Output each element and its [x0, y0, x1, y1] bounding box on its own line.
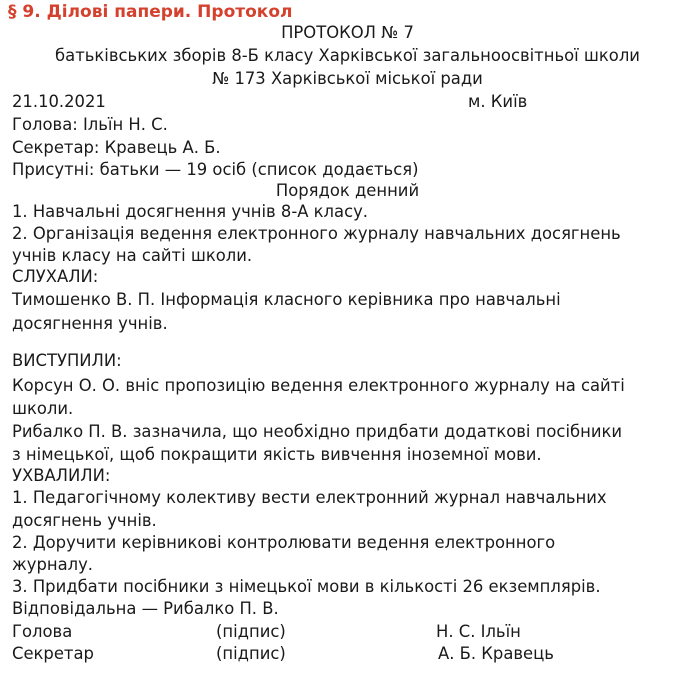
protocol-title: ПРОТОКОЛ № 7: [281, 23, 414, 42]
signature-role-chair: Голова: [12, 622, 73, 641]
present-line: Присутні: батьки — 19 осіб (список додається): [12, 160, 419, 179]
decided-text: 3. Придбати посібники з німецької мови в кількості 26 екземплярів.: [12, 577, 601, 596]
heard-text: Тимошенко В. П. Інформація класного керівника про навчальні: [12, 290, 561, 309]
signature-role-secretary: Секретар: [12, 644, 94, 663]
decided-text: Відповідальна — Рибалко П. В.: [12, 599, 279, 618]
heard-text: досягнення учнів.: [12, 314, 168, 333]
chair-line: Голова: Ільїн Н. С.: [12, 115, 168, 134]
spoke-text: школи.: [12, 399, 74, 418]
protocol-date: 21.10.2021: [12, 92, 106, 111]
signature-name-secretary: А. Б. Кравець: [438, 644, 554, 663]
signature-placeholder-secretary: (підпис): [216, 644, 286, 663]
secretary-line: Секретар: Кравець А. Б.: [12, 138, 221, 157]
spoke-text: Рибалко П. В. зазначила, що необхідно придбати додаткові посібники: [12, 422, 623, 441]
decided-text: досягнень учнів.: [12, 511, 157, 530]
decided-text: журналу.: [12, 555, 94, 574]
decided-text: 1. Педагогічному колективу вести електронний журнал навчальних: [12, 488, 607, 507]
agenda-item: учнів класу на сайті школи.: [12, 246, 253, 265]
protocol-subtitle-line-2: № 173 Харківської міської ради: [212, 69, 483, 88]
decided-text: 2. Доручити керівникові контролювати ведення електронного: [12, 533, 556, 552]
spoke-text: з німецької, щоб покращити якість вивчення іноземної мови.: [12, 445, 542, 464]
section-heading: § 9. Ділові папери. Протокол: [8, 2, 293, 22]
decided-title: УХВАЛИЛИ:: [12, 466, 111, 485]
spoke-text: Корсун О. О. вніс пропозицію ведення електронного журналу на сайті: [12, 376, 625, 395]
agenda-title: Порядок денний: [275, 181, 420, 200]
spoke-title: ВИСТУПИЛИ:: [12, 351, 122, 370]
agenda-item: 2. Організація ведення електронного журналу навчальних досягнень: [12, 224, 621, 243]
protocol-city: м. Київ: [468, 92, 528, 111]
heard-title: СЛУХАЛИ:: [12, 267, 99, 286]
agenda-item: 1. Навчальні досягнення учнів 8-А класу.: [12, 202, 369, 221]
protocol-subtitle-line-1: батьківських зборів 8-Б класу Харківської загальноосвітньої школи: [55, 46, 640, 65]
signature-name-chair: Н. С. Ільїн: [436, 622, 521, 641]
signature-placeholder-chair: (підпис): [216, 622, 286, 641]
